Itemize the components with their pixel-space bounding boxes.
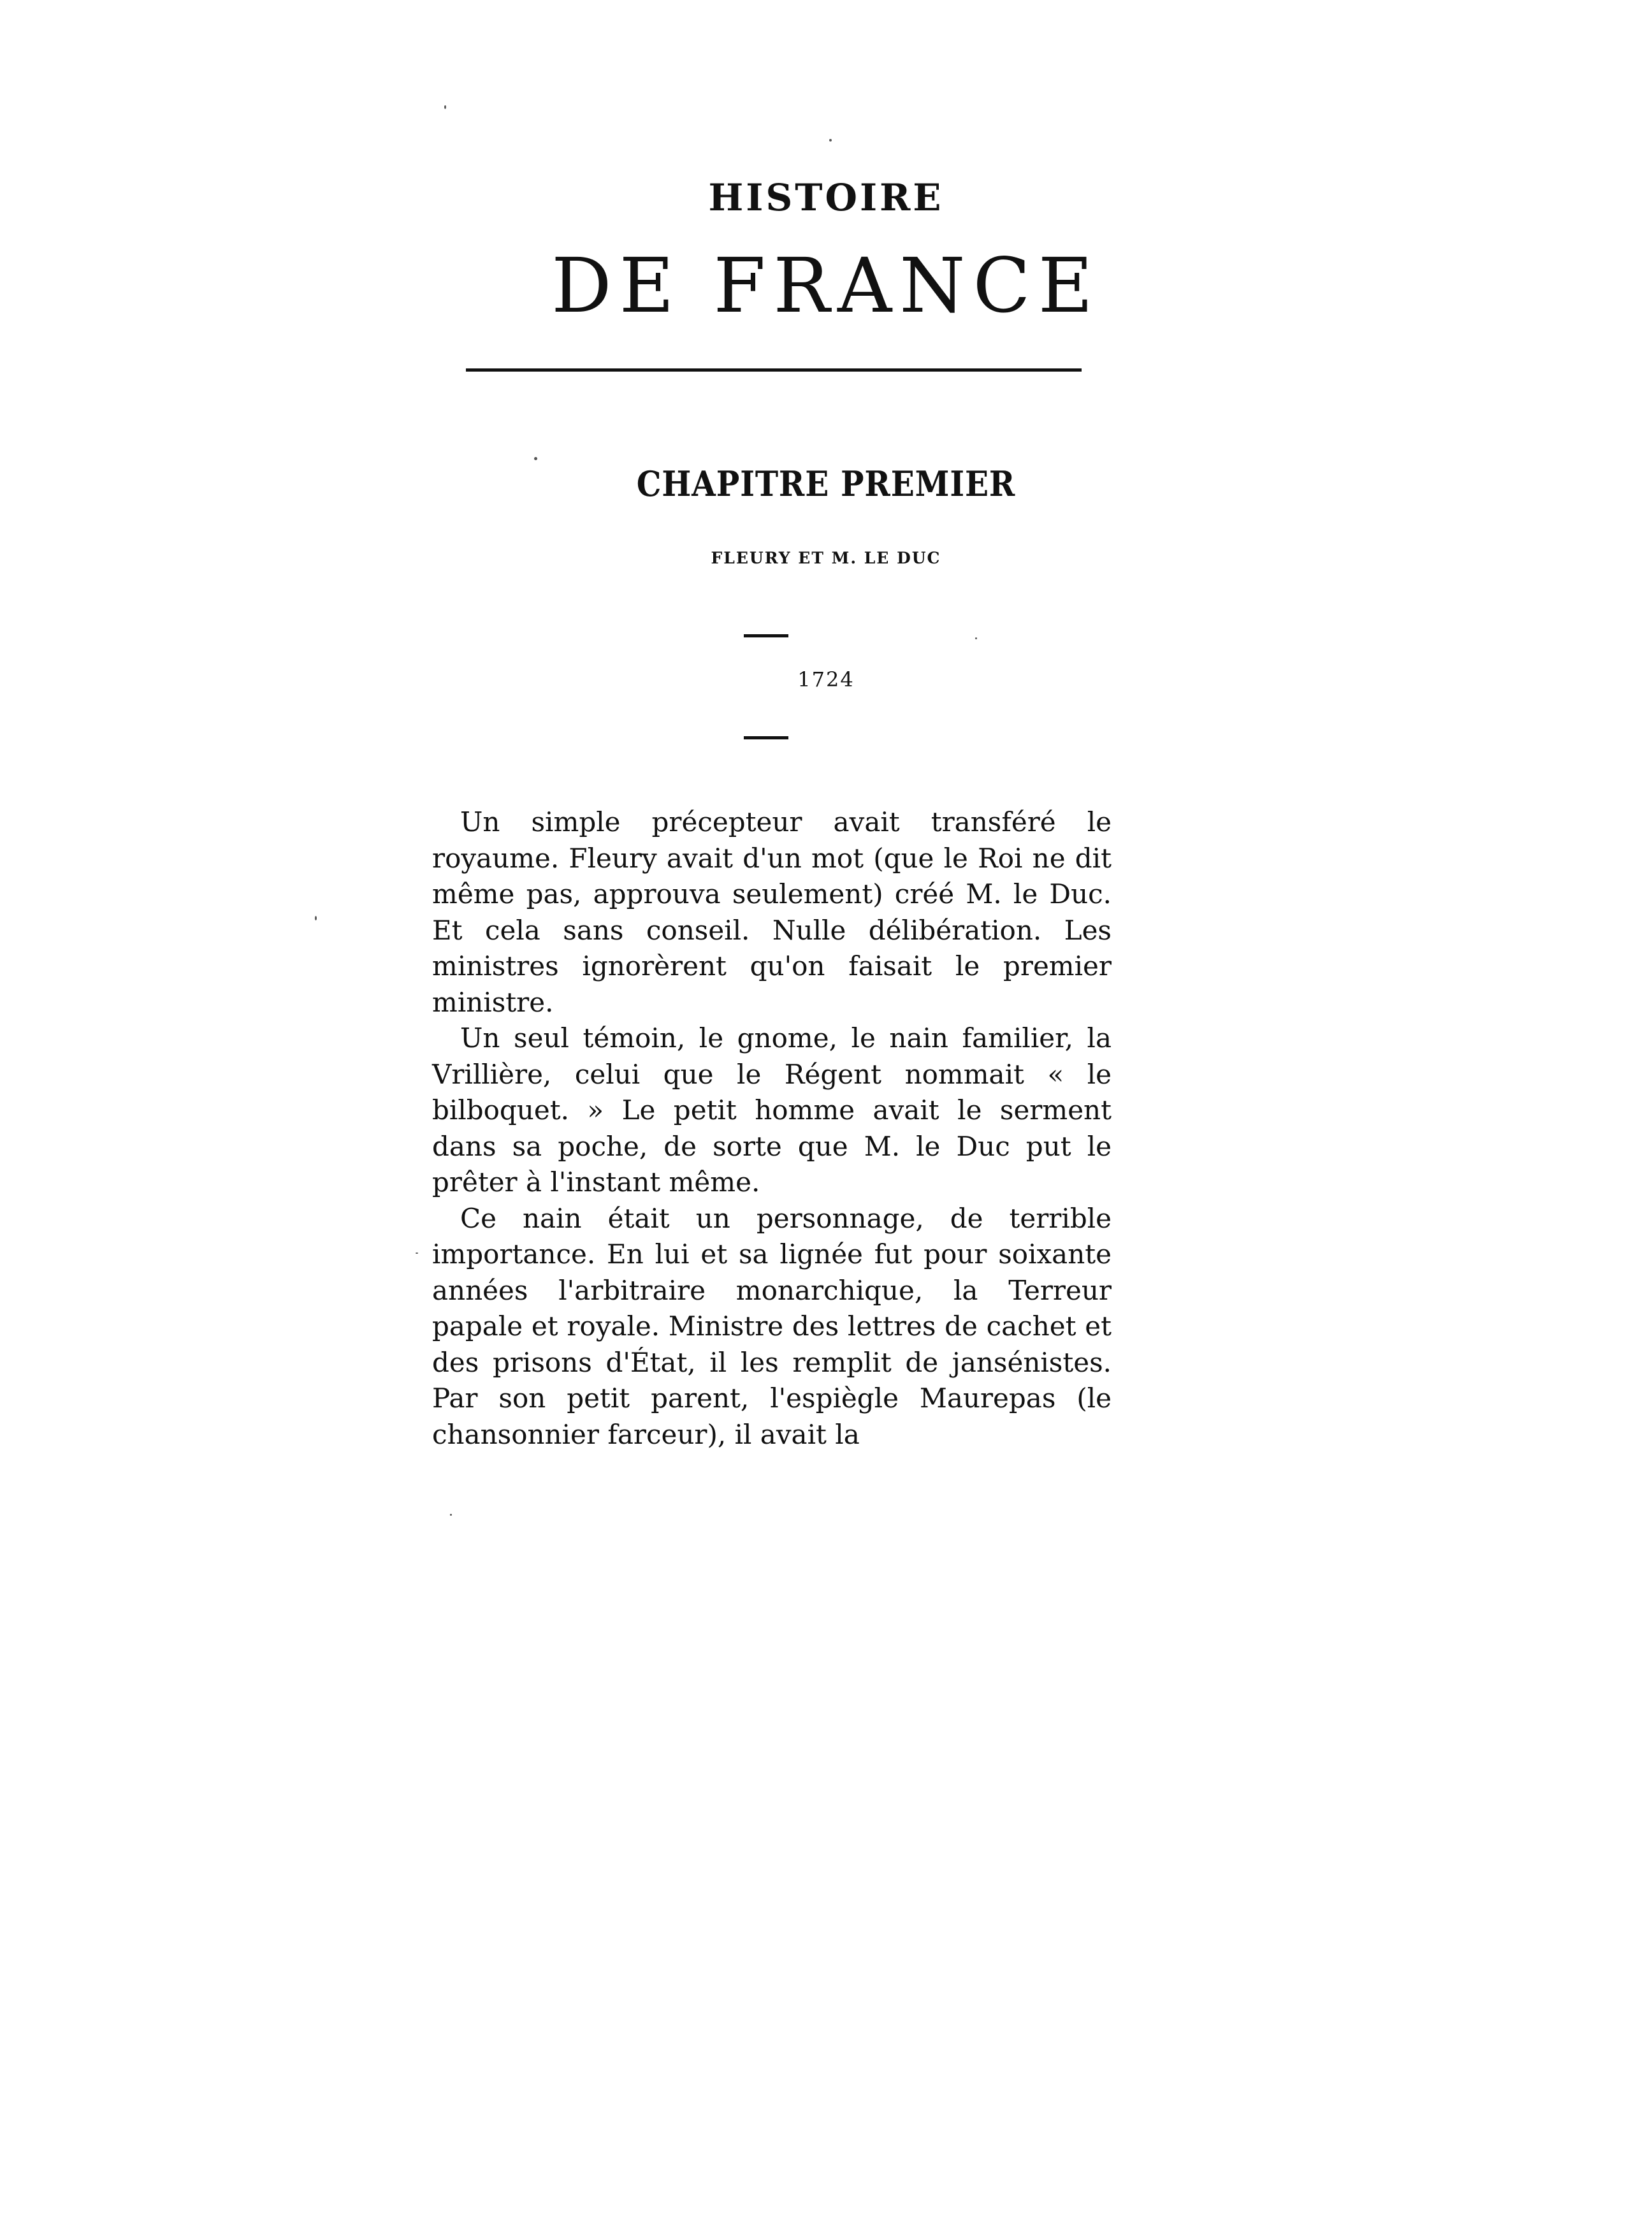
paragraph: Un seul témoin, le gnome, le nain familier, la Vrillière, celui que le Régent nommait « le bilboquet. » Le petit homme avait le serment dans sa poche, de sorte que M. le Duc put le prêter à l'instant même. <box>432 1022 1112 1198</box>
title-divider <box>466 368 1082 372</box>
book-title-main: DE FRANCE <box>551 242 1101 330</box>
year-divider-bottom <box>744 736 788 739</box>
print-speck <box>416 1252 418 1254</box>
print-speck <box>315 916 317 920</box>
chapter-year: 1724 <box>797 667 855 692</box>
chapter-title: CHAPITRE PREMIER <box>636 463 1016 504</box>
body-text <box>432 804 1112 1453</box>
print-speck <box>829 139 832 142</box>
print-speck <box>444 105 446 109</box>
paragraph: Ce nain était un personnage, de terrible importance. En lui et sa lignée fut pour soixante années l'arbitraire monarchique, la Terreur papale et royale. Ministre des lettres de cachet et des prisons d'État, il les remplit de jansénistes. Par son petit parent, l'espiègle Maurepas (le chansonnier farceur), il avait la <box>432 1202 1112 1450</box>
year-divider-top <box>744 634 788 637</box>
print-speck <box>450 1514 452 1516</box>
print-speck <box>534 457 537 460</box>
print-speck <box>975 637 977 639</box>
book-title-top: HISTOIRE <box>708 176 944 219</box>
paragraph: Un simple précepteur avait transféré le royaume. Fleury avait d'un mot (que le Roi ne dit même pas, approuva seulement) créé M. le Duc. Et cela sans conseil. Nulle délibération. Les ministres ignorèrent qu'on faisait le premier ministre. <box>432 806 1112 1018</box>
chapter-subtitle: FLEURY ET M. LE DUC <box>711 549 941 567</box>
